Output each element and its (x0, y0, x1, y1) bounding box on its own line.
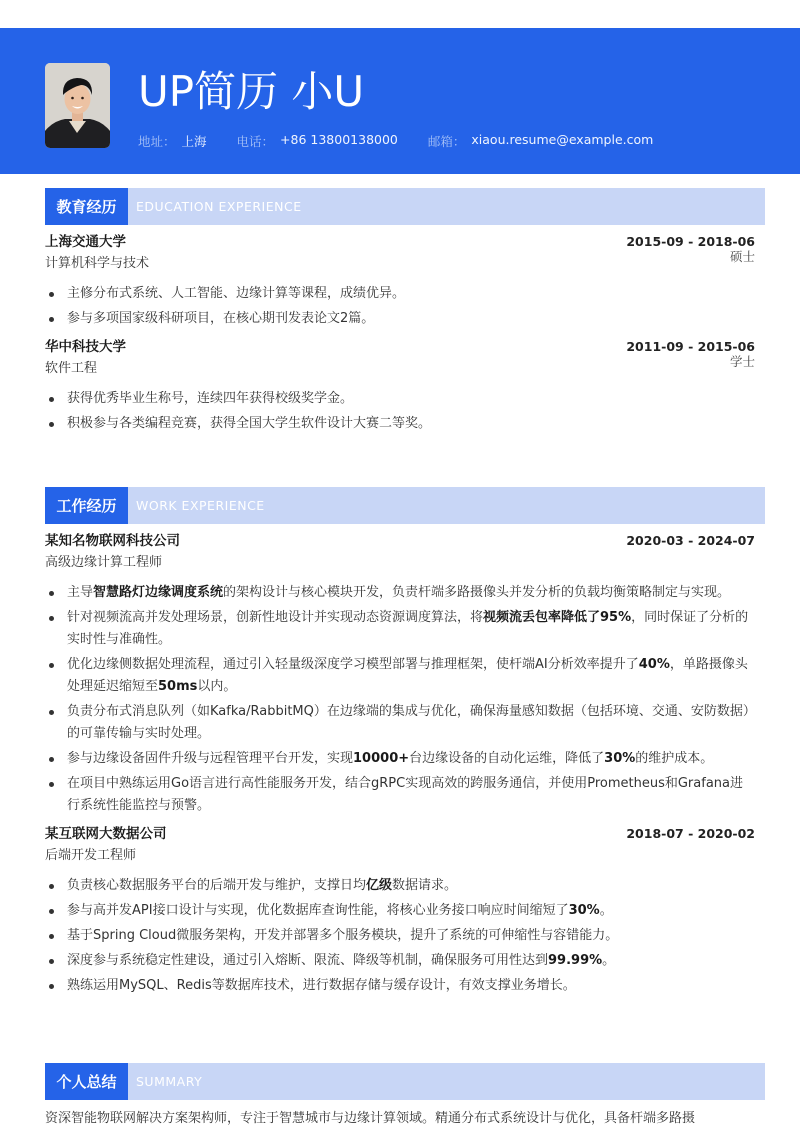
work-entry (45, 823, 765, 997)
highlight-text: 视频流丢包率降低了95% (483, 610, 632, 625)
school-name: 华中科技大学 (45, 339, 126, 355)
education-date: 2011-09 - 2015-06 (626, 339, 755, 354)
list-item: 主修分布式系统、人工智能、边缘计算等课程，成绩优异。 (45, 283, 765, 305)
highlight-text: 50ms (158, 679, 198, 694)
work-date: 2020-03 - 2024-07 (626, 533, 755, 548)
highlight-text: 30% (568, 903, 600, 918)
highlight-text: 99.99% (548, 953, 603, 968)
highlight-text: 40% (638, 657, 670, 672)
summary-section (45, 1063, 765, 1130)
person-photo-icon (45, 63, 110, 148)
email-value: xiaou.resume@example.com (471, 132, 654, 147)
email-label: 邮箱： (427, 134, 466, 149)
education-bullets (45, 388, 765, 435)
list-item: 负责分布式消息队列（如Kafka/RabbitMQ）在边缘端的集成与优化，确保海量感知数据（包括环境、交通、安防数据）的可靠传输与实时处理。 (45, 701, 765, 745)
list-item: 基于Spring Cloud微服务架构，开发并部署多个服务模块，提升了系统的可伸缩性与容错能力。 (45, 925, 765, 947)
work-bullets (45, 875, 765, 997)
major: 软件工程 (45, 361, 98, 376)
list-item: 针对视频流高并发处理场景，创新性地设计并实现动态资源调度算法，将视频流丢包率降低了95%，同时保证了分析的实时性与准确性。 (45, 607, 765, 651)
education-entry (45, 336, 765, 435)
page-top-margin (0, 0, 800, 28)
work-title-en: WORK EXPERIENCE (136, 498, 265, 513)
education-section-header (45, 188, 765, 225)
work-bullets (45, 582, 765, 817)
contact-address (138, 132, 207, 150)
list-item: 在项目中熟练运用Go语言进行高性能服务开发，结合gRPC实现高效的跨服务通信，并使用Prometheus和Grafana进行系统性能监控与预警。 (45, 773, 765, 817)
work-section-header (45, 487, 765, 524)
address-label: 地址： (138, 134, 176, 149)
summary-section-header (45, 1063, 765, 1100)
address-value: 上海 (181, 134, 207, 149)
education-entry (45, 231, 765, 330)
major: 计算机科学与技术 (45, 256, 150, 271)
work-entry (45, 530, 765, 817)
degree: 硕士 (729, 249, 755, 264)
avatar-photo (45, 63, 110, 148)
education-title-en: EDUCATION EXPERIENCE (136, 199, 302, 214)
list-item: 参与高并发API接口设计与实现，优化数据库查询性能，将核心业务接口响应时间缩短了30%。 (45, 900, 765, 922)
education-title-cn: 教育经历 (45, 188, 128, 225)
resume-header (0, 28, 800, 174)
candidate-name: UP简历 小U (138, 67, 365, 116)
work-date: 2018-07 - 2020-02 (626, 826, 755, 841)
contact-email (428, 132, 653, 150)
job-role: 后端开发工程师 (45, 848, 137, 863)
highlight-text: 10000+ (353, 751, 410, 766)
education-section (45, 188, 765, 438)
company-name: 某互联网大数据公司 (45, 826, 167, 842)
summary-title-cn: 个人总结 (45, 1063, 128, 1100)
education-bullets (45, 283, 765, 330)
work-title-cn: 工作经历 (45, 487, 128, 524)
highlight-text: 30% (604, 751, 636, 766)
school-name: 上海交通大学 (45, 234, 126, 250)
job-role: 高级边缘计算工程师 (45, 555, 163, 570)
summary-text: 资深智能物联网解决方案架构师，专注于智慧城市与边缘计算领域。精通分布式系统设计与优化，具备杆端多路摄 (45, 1111, 696, 1126)
highlight-text: 亿级 (366, 878, 393, 893)
summary-title-en: SUMMARY (136, 1074, 203, 1089)
list-item: 深度参与系统稳定性建设，通过引入熔断、限流、降级等机制，确保服务可用性达到99.99%。 (45, 950, 765, 972)
highlight-text: 智慧路灯边缘调度系统 (93, 585, 224, 600)
company-name: 某知名物联网科技公司 (45, 533, 180, 549)
list-item: 熟练运用MySQL、Redis等数据库技术，进行数据存储与缓存设计，有效支撑业务增长。 (45, 975, 765, 997)
phone-value: +86 13800138000 (280, 132, 398, 147)
contact-phone (237, 132, 398, 150)
work-section (45, 487, 765, 1000)
list-item: 优化边缘侧数据处理流程，通过引入轻量级深度学习模型部署与推理框架，使杆端AI分析效率提升了40%，单路摄像头处理延迟缩短至50ms以内。 (45, 654, 765, 698)
list-item: 参与边缘设备固件升级与远程管理平台开发，实现10000+台边缘设备的自动化运维，降低了30%的维护成本。 (45, 748, 765, 770)
contact-info (138, 132, 683, 150)
list-item: 负责核心数据服务平台的后端开发与维护，支撑日均亿级数据请求。 (45, 875, 765, 897)
phone-label: 电话： (236, 134, 275, 149)
list-item: 主导智慧路灯边缘调度系统的架构设计与核心模块开发，负责杆端多路摄像头并发分析的负载均衡策略制定与实现。 (45, 582, 765, 604)
education-date: 2015-09 - 2018-06 (626, 234, 755, 249)
list-item: 积极参与各类编程竞赛，获得全国大学生软件设计大赛二等奖。 (45, 413, 765, 435)
list-item: 参与多项国家级科研项目，在核心期刊发表论文2篇。 (45, 308, 765, 330)
degree: 学士 (729, 354, 755, 369)
list-item: 获得优秀毕业生称号，连续四年获得校级奖学金。 (45, 388, 765, 410)
